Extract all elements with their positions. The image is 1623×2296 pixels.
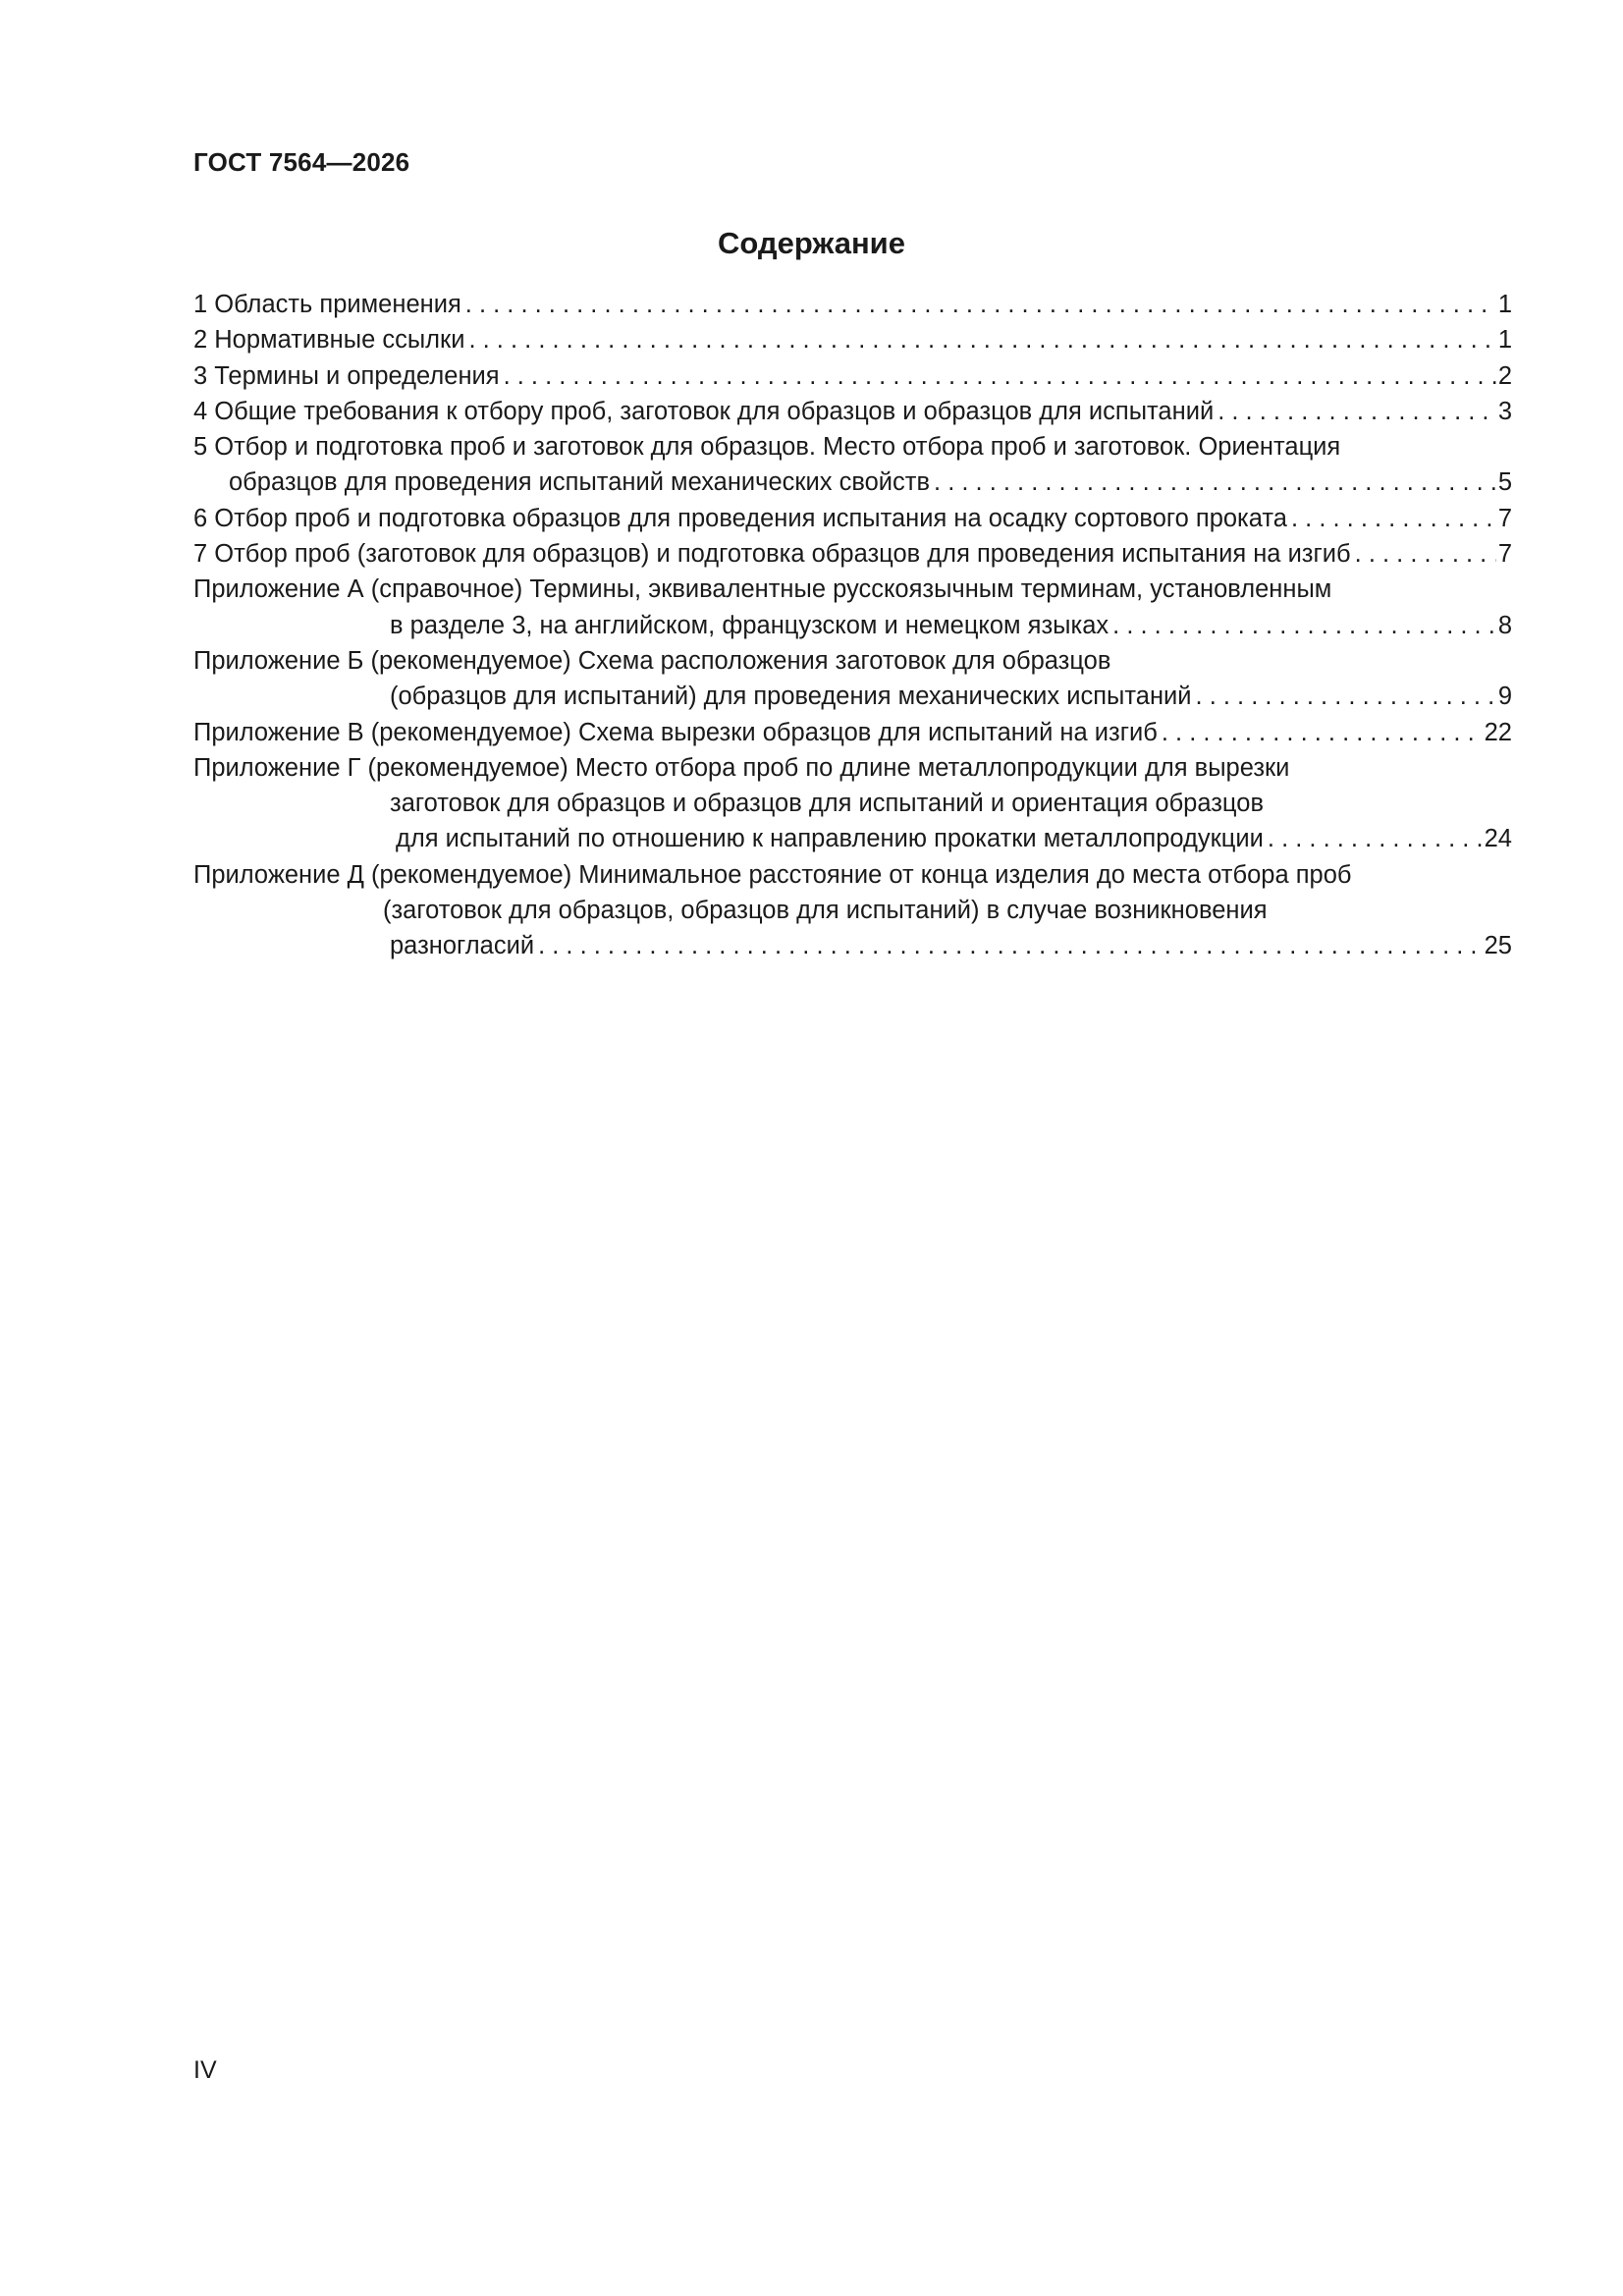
toc-entry[interactable] <box>193 322 1512 357</box>
dot-leader <box>1291 501 1496 536</box>
toc-entry-text: заготовок для образцов и образцов для испытаний и ориентация образцов <box>390 790 1264 818</box>
toc-page-number: 8 <box>1497 611 1512 639</box>
toc-entry-text: 1 Область применения <box>193 291 461 318</box>
toc-entry[interactable] <box>193 715 1512 750</box>
toc-entry[interactable] <box>193 501 1512 536</box>
toc-page-number: 7 <box>1497 540 1512 569</box>
toc-entry-text: 5 Отбор и подготовка проб и заготовок для образцов. Место отбора проб и заготовок. Ориентация <box>193 433 1341 462</box>
toc-page-number: 1 <box>1497 291 1512 318</box>
toc-entry-text: для испытаний по отношению к направлению прокатки металлопродукции <box>396 825 1264 853</box>
toc-entry-text: 3 Термины и определения <box>193 361 500 390</box>
toc-entry-text: 6 Отбор проб и подготовка образцов для проведения испытания на осадку сортового проката <box>193 504 1287 532</box>
toc-entry[interactable] <box>193 750 1512 857</box>
toc-page-number: 24 <box>1484 825 1512 853</box>
toc-entry-text: Приложение В (рекомендуемое) Схема вырезки образцов для испытаний на изгиб <box>193 718 1158 746</box>
dot-leader <box>1268 821 1483 856</box>
toc-entry-text: Приложение Д (рекомендуемое) Минимальное расстояние от конца изделия до места отбора проб <box>193 860 1352 889</box>
toc-entry-text: образцов для проведения испытаний механических свойств <box>229 468 931 497</box>
document-header: ГОСТ 7564—2026 <box>193 147 410 177</box>
toc-page-number: 5 <box>1497 468 1512 497</box>
toc-page-number: 3 <box>1497 397 1512 425</box>
dot-leader <box>1355 536 1496 572</box>
dot-leader <box>1162 715 1483 750</box>
dot-leader <box>1217 394 1496 429</box>
dot-leader <box>504 358 1496 394</box>
toc-entry-text: в разделе 3, на английском, французском и немецком языках <box>390 611 1109 639</box>
toc-entry-text: (заготовок для образцов, образцов для испытаний) в случае возникновения <box>383 897 1268 925</box>
page-number: IV <box>193 2056 217 2084</box>
toc-entry[interactable] <box>193 429 1512 501</box>
toc-title: Содержание <box>718 226 905 260</box>
toc-page-number: 9 <box>1497 683 1512 711</box>
toc-entry-text: разногласий <box>390 932 535 960</box>
toc-entry[interactable] <box>193 536 1512 572</box>
toc-entry-text: 4 Общие требования к отбору проб, заготовок для образцов и образцов для испытаний <box>193 397 1215 425</box>
dot-leader <box>468 322 1495 357</box>
toc-entry-text: Приложение Б (рекомендуемое) Схема расположения заготовок для образцов <box>193 646 1111 675</box>
toc-entry-text: Приложение А (справочное) Термины, эквивалентные русскоязычным терминам, установленным <box>193 575 1332 604</box>
dot-leader <box>538 928 1483 963</box>
dot-leader <box>1112 608 1496 643</box>
dot-leader <box>465 287 1496 322</box>
table-of-contents <box>193 287 1512 964</box>
toc-entry-text: Приложение Г (рекомендуемое) Место отбора проб по длине металлопродукции для вырезки <box>193 753 1290 782</box>
dot-leader <box>934 465 1496 500</box>
toc-page-number: 1 <box>1497 326 1512 355</box>
toc-page-number: 2 <box>1497 361 1512 390</box>
toc-page-number: 25 <box>1484 932 1512 960</box>
toc-entry[interactable] <box>193 287 1512 322</box>
toc-entry[interactable] <box>193 643 1512 715</box>
toc-entry-text: (образцов для испытаний) для проведения механических испытаний <box>390 683 1192 711</box>
toc-entry-text: 7 Отбор проб (заготовок для образцов) и подготовка образцов для проведения испытания на изгиб <box>193 540 1351 569</box>
toc-page-number: 7 <box>1497 504 1512 532</box>
toc-entry[interactable] <box>193 572 1512 643</box>
toc-entry-text: 2 Нормативные ссылки <box>193 326 465 355</box>
toc-entry[interactable] <box>193 358 1512 394</box>
toc-page-number: 22 <box>1484 718 1512 746</box>
dot-leader <box>1196 679 1496 714</box>
toc-entry[interactable] <box>193 857 1512 964</box>
toc-entry[interactable] <box>193 394 1512 429</box>
